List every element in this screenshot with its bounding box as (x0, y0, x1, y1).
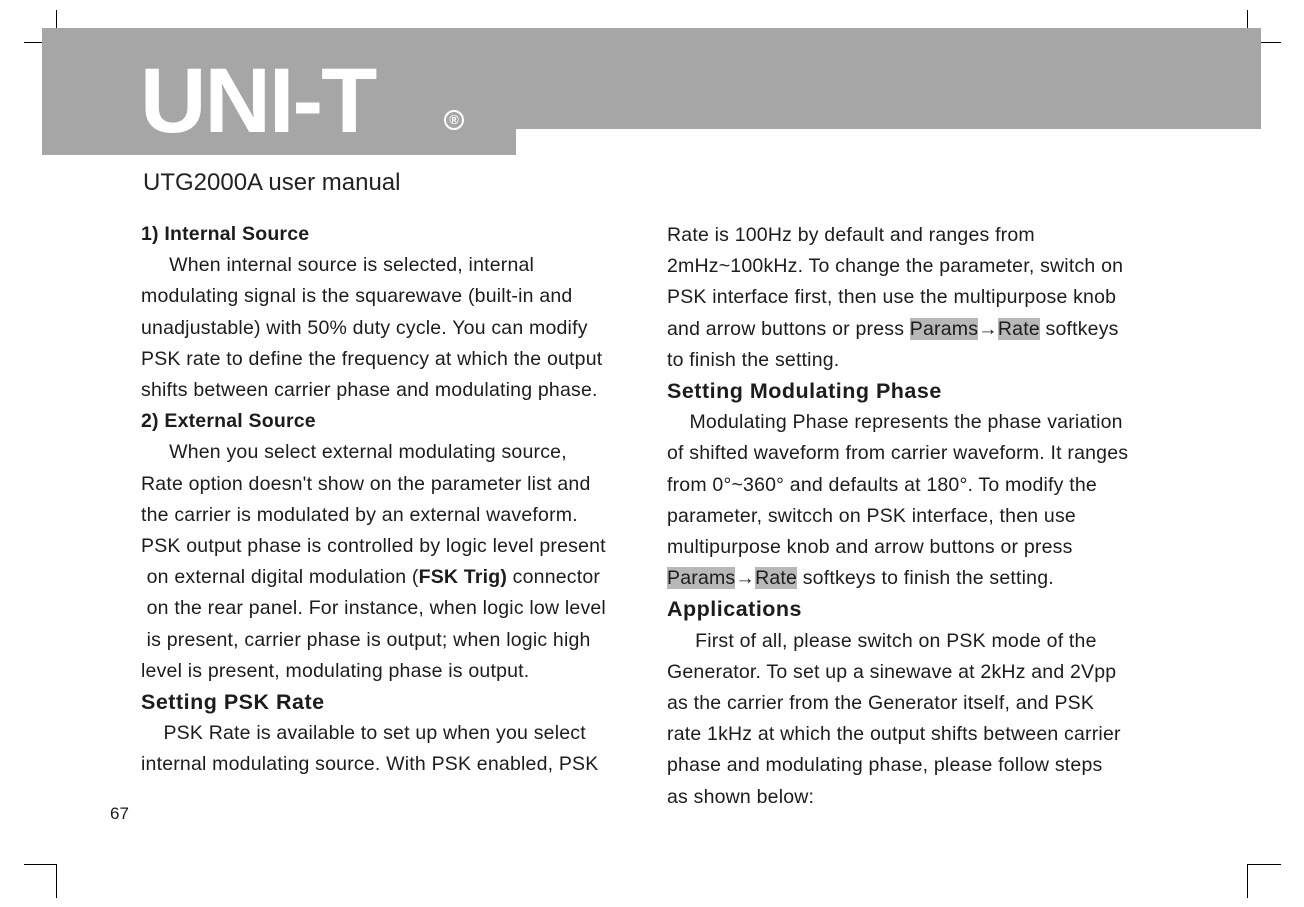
text-run: softkeys to finish the setting. (797, 567, 1054, 590)
paragraph-line: modulating signal is the squarewave (built-in and (141, 285, 573, 308)
paragraph-line: When internal source is selected, internal (141, 254, 535, 277)
registered-mark-icon: ® (444, 110, 464, 130)
paragraph-line: phase and modulating phase, please follow steps (667, 754, 1103, 777)
paragraph-line: level is present, modulating phase is output. (141, 659, 530, 682)
paragraph-line: shifts between carrier phase and modulating phase. (141, 379, 598, 402)
fsk-trig-label: FSK Trig) (418, 566, 508, 589)
paragraph-line (667, 314, 1187, 345)
setting-psk-rate-heading: Setting PSK Rate (141, 690, 325, 715)
params-softkey-label: Params (909, 317, 979, 340)
external-source-heading: 2) External Source (141, 410, 316, 433)
paragraph-line: from 0°~360° and defaults at 180°. To modify the (667, 473, 1097, 496)
paragraph-line: 2mHz~100kHz. To change the parameter, switch on (667, 255, 1124, 278)
right-column (667, 220, 1187, 813)
paragraph-line: on the rear panel. For instance, when logic low level (141, 597, 606, 620)
logo-text: UNI-T (140, 62, 376, 137)
rate-softkey-label: Rate (997, 317, 1040, 340)
text-run: on external digital modulation ( (141, 566, 419, 589)
paragraph-line: unadjustable) with 50% duty cycle. You can modify (141, 316, 588, 339)
paragraph-line: multipurpose knob and arrow buttons or press (667, 536, 1073, 559)
paragraph-line: as the carrier from the Generator itself, and PSK (667, 692, 1095, 715)
paragraph-line: PSK rate to define the frequency at which the output (141, 347, 603, 370)
paragraph-line: Rate option doesn't show on the parameter list and (141, 472, 591, 495)
text-run: and arrow buttons or press (667, 317, 910, 340)
internal-source-heading: 1) Internal Source (141, 223, 310, 245)
crop-mark (56, 864, 57, 898)
text-run: connector (507, 566, 601, 589)
document-title: UTG2000A user manual (143, 169, 401, 196)
brand-logo (140, 62, 440, 142)
arrow-icon: → (735, 567, 756, 590)
setting-modulating-phase-heading: Setting Modulating Phase (667, 379, 942, 404)
paragraph-line (667, 563, 1187, 594)
paragraph-line: Modulating Phase represents the phase variation (667, 411, 1123, 434)
paragraph-line: Generator. To set up a sinewave at 2kHz and 2Vpp (667, 660, 1117, 683)
paragraph-line: parameter, switcch on PSK interface, then use (667, 504, 1076, 527)
paragraph-line: PSK interface first, then use the multipurpose knob (667, 286, 1117, 309)
rate-softkey-label: Rate (755, 567, 798, 590)
paragraph-line (141, 562, 656, 593)
paragraph-line: is present, carrier phase is output; when logic high (141, 628, 591, 651)
paragraph-line: the carrier is modulated by an external waveform. (141, 503, 578, 526)
logo-wordmark (140, 62, 440, 137)
paragraph-line: internal modulating source. With PSK enabled, PSK (141, 753, 599, 776)
crop-mark (1247, 864, 1248, 898)
arrow-icon: → (978, 317, 998, 340)
header-band-extension (516, 28, 1261, 129)
params-softkey-label: Params (667, 567, 736, 590)
applications-heading: Applications (667, 597, 803, 622)
crop-mark (1247, 864, 1281, 865)
paragraph-line: Rate is 100Hz by default and ranges from (667, 224, 1035, 246)
crop-mark (24, 864, 57, 865)
page-number: 67 (110, 804, 129, 823)
left-column (141, 219, 656, 781)
paragraph-line: of shifted waveform from carrier waveform. It ranges (667, 442, 1129, 465)
paragraph-line: as shown below: (667, 785, 815, 808)
paragraph-line: First of all, please switch on PSK mode of the (667, 629, 1097, 652)
paragraph-line: to finish the setting. (667, 348, 840, 371)
text-run: softkeys (1039, 317, 1119, 340)
paragraph-line: PSK Rate is available to set up when you select (141, 722, 586, 745)
paragraph-line: PSK output phase is controlled by logic level present (141, 535, 606, 558)
paragraph-line: rate 1kHz at which the output shifts between carrier (667, 723, 1121, 746)
paragraph-line: When you select external modulating source, (141, 441, 567, 464)
